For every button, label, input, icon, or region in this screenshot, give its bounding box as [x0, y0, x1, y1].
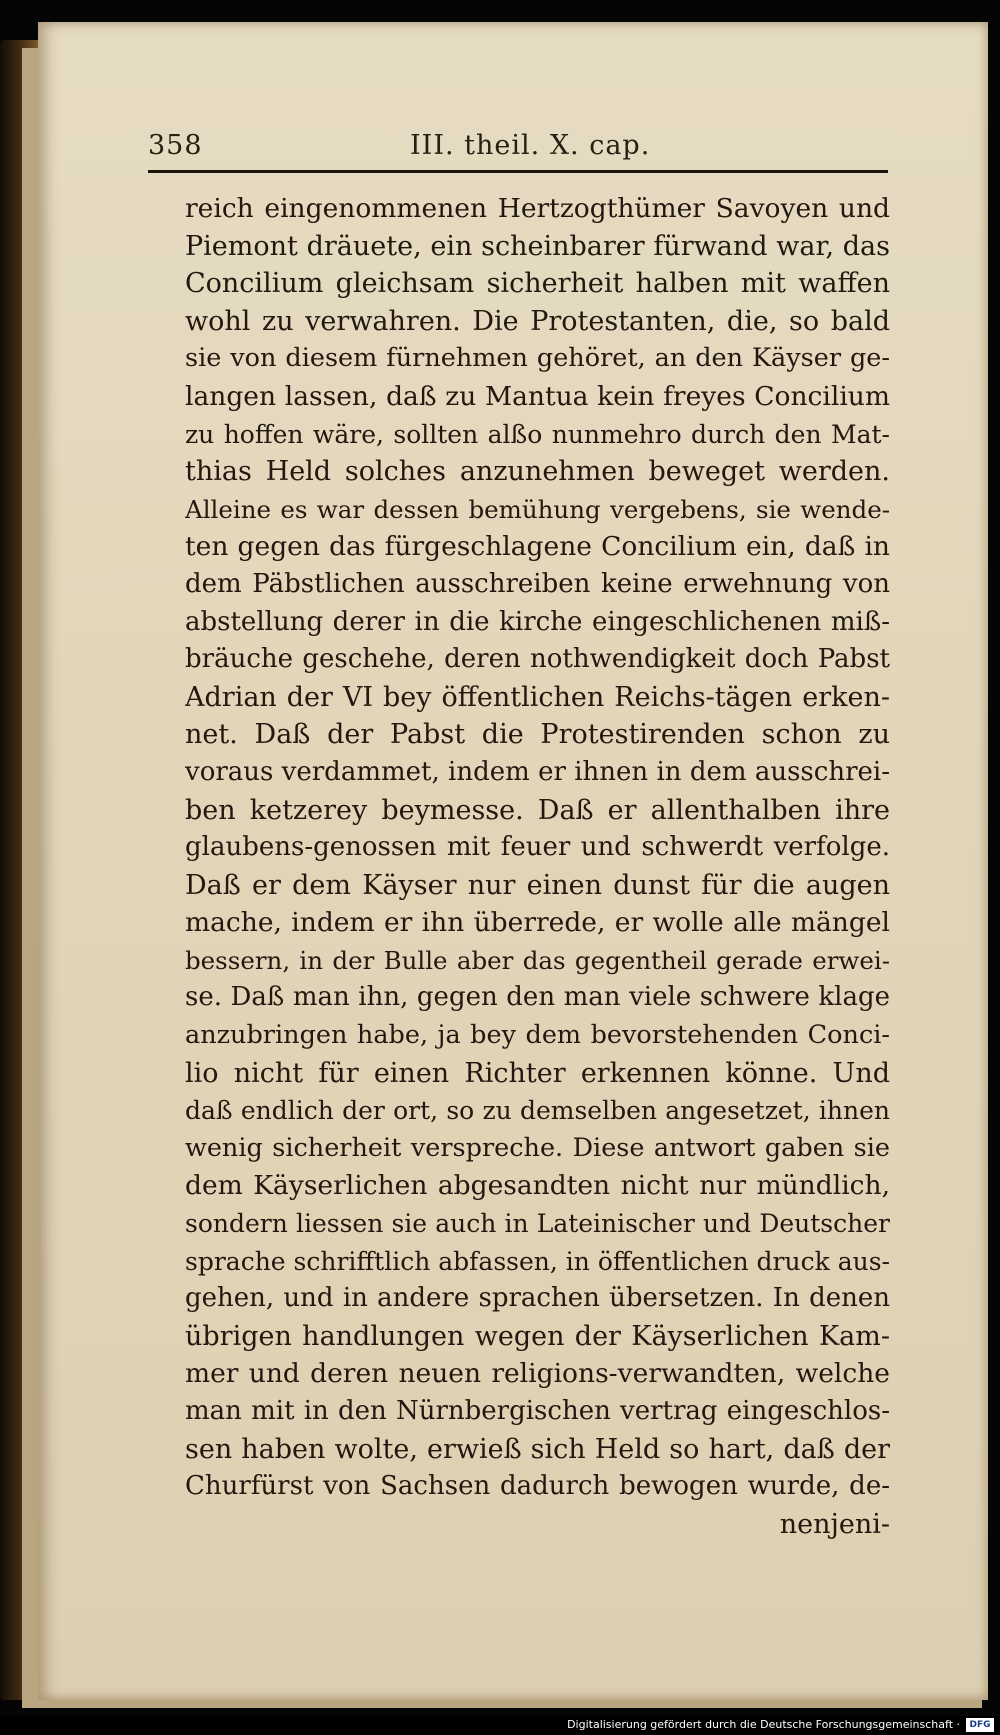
footer-credit: Digitalisierung gefördert durch die Deutsche Forschungsgemeinschaft · — [567, 1718, 960, 1731]
text-line: dem Käyserlichen abgesandten nicht nur mündlich, — [185, 1170, 890, 1202]
text-line: mache, indem er ihn überrede, er wolle alle mängel — [185, 907, 890, 939]
text-line: Daß er dem Käyser nur einen dunst für die augen — [185, 869, 890, 901]
text-line: Concilium gleichsam sicherheit halben mit waffen — [185, 268, 890, 300]
text-line: sie von diesem fürnehmen gehöret, an den Käyser ge- — [185, 343, 890, 374]
text-line: Churfürst von Sachsen dadurch bewogen wurde, de- — [185, 1471, 890, 1502]
text-line: daß endlich der ort, so zu demselben angesetzet, ihnen — [185, 1096, 890, 1126]
dfg-logo-icon: DFG — [966, 1718, 994, 1732]
text-line: dem Päbstlichen ausschreiben keine erwehnung von — [185, 568, 890, 599]
text-line: mer und deren neuen religions-verwandten, welche — [185, 1358, 890, 1390]
page-header — [148, 130, 888, 174]
text-line: ben ketzerey beymesse. Daß er allenthalben ihre — [185, 794, 890, 826]
text-line: bräuche geschehe, deren nothwendigkeit doch Pabst — [185, 644, 890, 675]
text-line: se. Daß man ihn, gegen den man viele schwere klage — [185, 982, 890, 1013]
text-line: wenig sicherheit verspreche. Diese antwort gaben sie — [185, 1132, 890, 1163]
text-line: langen lassen, daß zu Mantua kein freyes Concilium — [185, 380, 890, 412]
text-line: glaubens-genossen mit feuer und schwerdt verfolge. — [185, 832, 890, 863]
text-line: zu hoffen wäre, sollten alßo nunmehro durch den Mat- — [185, 419, 890, 449]
text-line: sondern liessen sie auch in Lateinischer und Deutscher — [185, 1209, 890, 1239]
text-line: Alleine es war dessen bemühung vergebens, sie wende- — [185, 494, 890, 524]
text-line: net. Daß der Pabst die Protestirenden schon zu — [185, 719, 890, 751]
text-line: anzubringen habe, ja bey dem bevorstehenden Conci- — [185, 1020, 890, 1051]
page-number: 358 — [148, 130, 203, 161]
body-text — [185, 190, 890, 1543]
text-line: sen haben wolte, erwieß sich Held so hart, daß der — [185, 1433, 890, 1465]
digitization-footer — [0, 1716, 1000, 1735]
text-line: sprache schrifftlich abfassen, in öffentlichen druck aus- — [185, 1246, 890, 1276]
text-line: abstellung derer in die kirche eingeschlichenen miß- — [185, 606, 890, 637]
text-line: wohl zu verwahren. Die Protestanten, die, so bald — [185, 305, 890, 337]
text-line: Adrian der VI bey öffentlichen Reichs-tägen erken- — [185, 681, 890, 713]
catchword: nenjeni- — [779, 1508, 890, 1540]
text-line: Piemont dräuete, ein scheinbarer fürwand war, das — [185, 230, 890, 262]
header-rule — [148, 170, 888, 173]
text-line: lio nicht für einen Richter erkennen könne. Und — [185, 1057, 890, 1089]
text-line: bessern, in der Bulle aber das gegentheil gerade erwei- — [185, 945, 890, 975]
text-line: man mit in den Nürnbergischen vertrag eingeschlos- — [185, 1396, 890, 1426]
text-line: übrigen handlungen wegen der Käyserlichen Kam- — [185, 1320, 890, 1352]
text-line: voraus verdammet, indem er ihnen in dem ausschrei- — [185, 756, 890, 787]
running-head: III. theil. X. cap. — [410, 130, 651, 161]
text-line: thias Held solches anzunehmen beweget werden. — [185, 456, 890, 488]
text-line: ten gegen das fürgeschlagene Concilium ein, daß in — [185, 531, 890, 563]
text-line: gehen, und in andere sprachen übersetzen. In denen — [185, 1283, 890, 1314]
text-line: reich eingenommenen Hertzogthümer Savoyen und — [185, 193, 890, 224]
